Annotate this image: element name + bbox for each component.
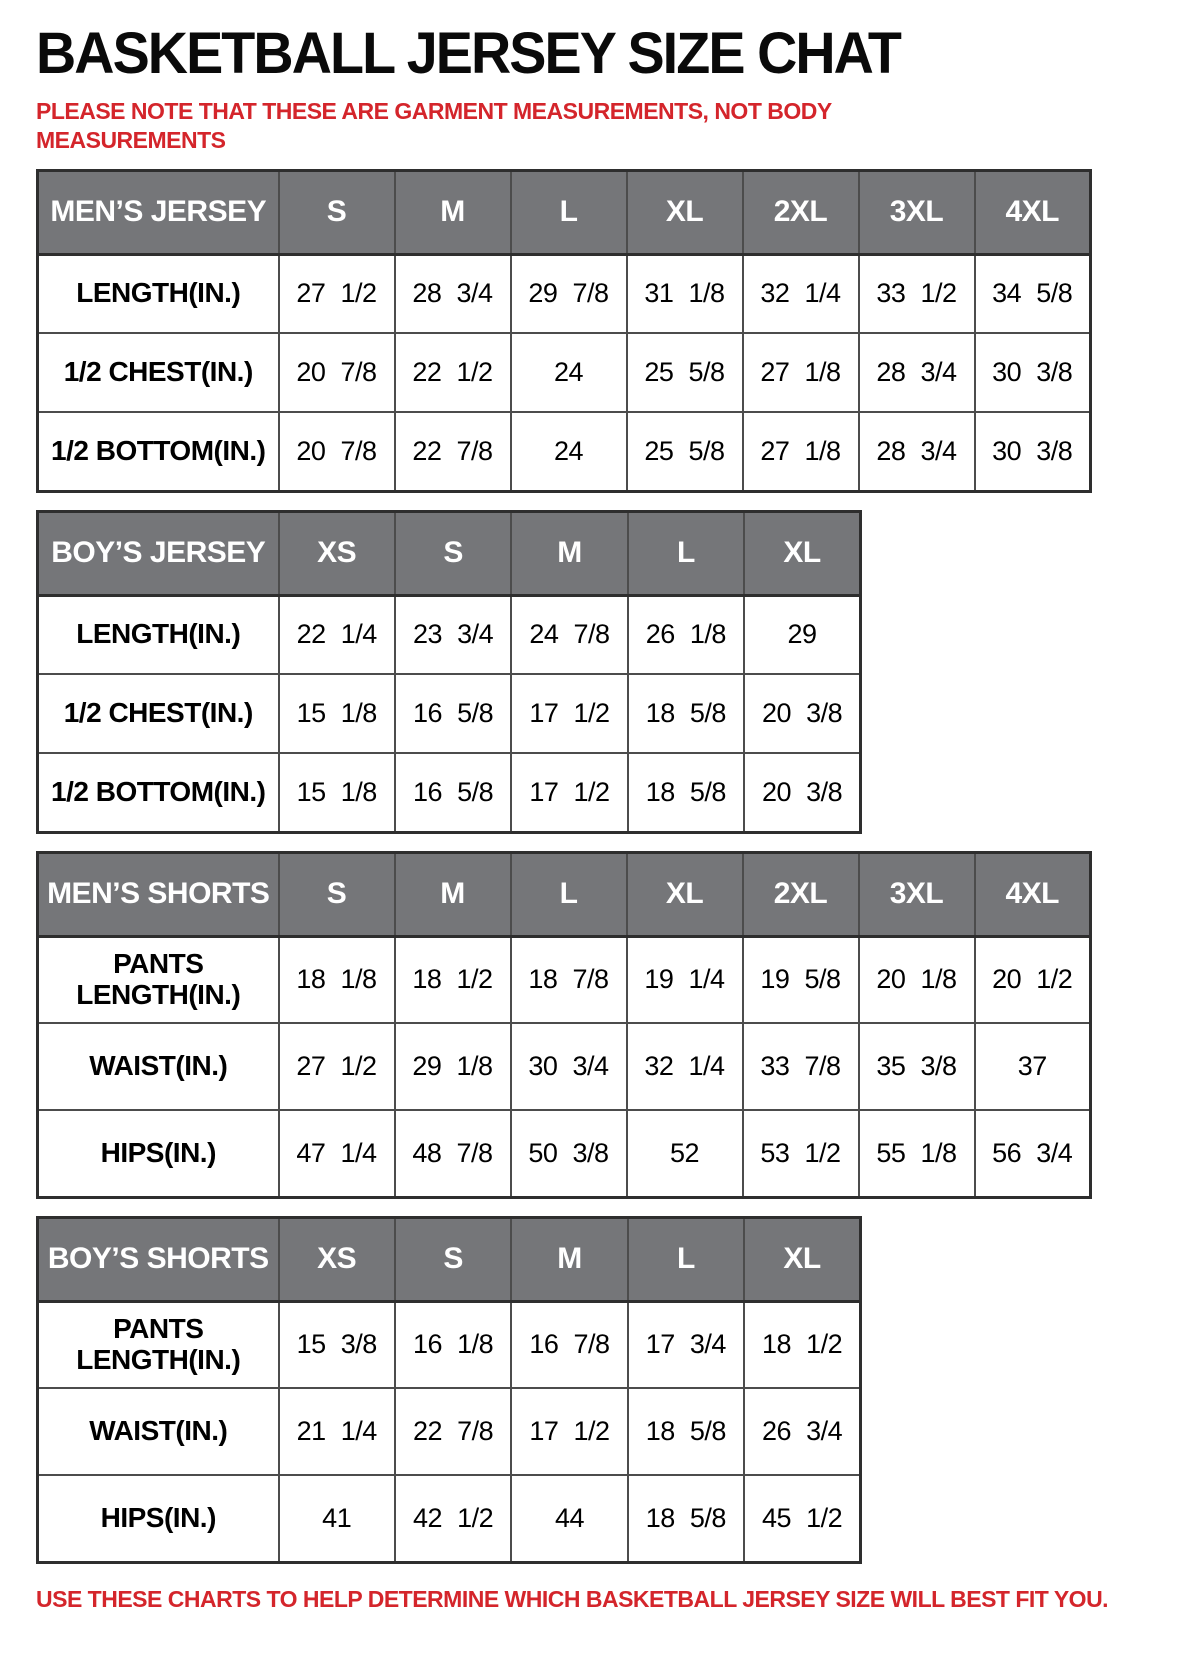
size-value-cell: 22 7/8 — [395, 412, 511, 491]
size-value-cell: 25 5/8 — [627, 412, 743, 491]
size-value-cell: 47 1/4 — [279, 1110, 395, 1197]
size-value-cell: 28 3/4 — [859, 333, 975, 412]
size-value-cell: 16 7/8 — [511, 1301, 627, 1388]
size-value-cell: 32 1/4 — [743, 254, 859, 333]
boys-shorts-table — [36, 1216, 862, 1564]
size-value-cell: 20 3/8 — [744, 674, 860, 753]
row-label: LENGTH(IN.) — [38, 595, 279, 674]
row-label: LENGTH(IN.) — [38, 254, 279, 333]
size-header-cell: S — [395, 511, 511, 595]
measurement-row — [38, 1110, 1091, 1197]
size-value-cell: 20 7/8 — [279, 333, 395, 412]
measurement-row — [38, 1301, 861, 1388]
size-value-cell: 35 3/8 — [859, 1023, 975, 1110]
size-value-cell: 32 1/4 — [627, 1023, 743, 1110]
row-label: PANTS LENGTH(IN.) — [38, 936, 279, 1023]
size-value-cell: 19 1/4 — [627, 936, 743, 1023]
size-value-cell: 55 1/8 — [859, 1110, 975, 1197]
size-value-cell: 56 3/4 — [975, 1110, 1091, 1197]
measurement-row — [38, 333, 1091, 412]
fit-advice-note: USE THESE CHARTS TO HELP DETERMINE WHICH BASKETBALL JERSEY SIZE WILL BEST FIT YOU. — [36, 1585, 1109, 1612]
size-value-cell: 29 — [744, 595, 860, 674]
garment-measurement-note: PLEASE NOTE THAT THESE ARE GARMENT MEASUREMENTS, NOT BODY MEASUREMENTS — [36, 98, 832, 153]
measurement-row — [38, 674, 861, 753]
size-value-cell: 34 5/8 — [975, 254, 1091, 333]
boys-jersey-table — [36, 510, 862, 834]
row-label: HIPS(IN.) — [38, 1475, 279, 1562]
size-header-cell: XL — [627, 170, 743, 254]
size-value-cell: 37 — [975, 1023, 1091, 1110]
size-value-cell: 27 1/8 — [743, 333, 859, 412]
size-value-cell: 26 1/8 — [628, 595, 744, 674]
size-value-cell: 18 5/8 — [628, 1475, 744, 1562]
size-header-cell: M — [511, 1217, 627, 1301]
size-value-cell: 48 7/8 — [395, 1110, 511, 1197]
size-value-cell: 42 1/2 — [395, 1475, 511, 1562]
size-value-cell: 30 3/8 — [975, 333, 1091, 412]
size-header-cell: 3XL — [859, 170, 975, 254]
row-label: WAIST(IN.) — [38, 1388, 279, 1475]
table-title-cell: MEN’S JERSEY — [38, 170, 279, 254]
size-value-cell: 29 1/8 — [395, 1023, 511, 1110]
size-header-cell: S — [279, 170, 395, 254]
measurement-row — [38, 1388, 861, 1475]
size-value-cell: 17 1/2 — [511, 753, 627, 832]
size-value-cell: 22 7/8 — [395, 1388, 511, 1475]
table-title-cell: BOY’S JERSEY — [38, 511, 279, 595]
size-value-cell: 21 1/4 — [279, 1388, 395, 1475]
size-value-cell: 27 1/2 — [279, 254, 395, 333]
size-header-row — [38, 511, 861, 595]
size-value-cell: 16 1/8 — [395, 1301, 511, 1388]
mens-jersey-table — [36, 169, 1092, 493]
measurement-row — [38, 254, 1091, 333]
size-header-cell: XS — [279, 1217, 395, 1301]
size-value-cell: 17 1/2 — [511, 674, 627, 753]
size-value-cell: 16 5/8 — [395, 753, 511, 832]
size-value-cell: 18 5/8 — [628, 1388, 744, 1475]
size-value-cell: 44 — [511, 1475, 627, 1562]
size-value-cell: 18 1/8 — [279, 936, 395, 1023]
size-value-cell: 28 3/4 — [859, 412, 975, 491]
size-value-cell: 15 3/8 — [279, 1301, 395, 1388]
size-value-cell: 20 3/8 — [744, 753, 860, 832]
size-value-cell: 16 5/8 — [395, 674, 511, 753]
size-header-cell: 2XL — [743, 170, 859, 254]
size-value-cell: 24 — [511, 333, 627, 412]
size-value-cell: 18 1/2 — [395, 936, 511, 1023]
size-value-cell: 28 3/4 — [395, 254, 511, 333]
row-label: WAIST(IN.) — [38, 1023, 279, 1110]
size-header-cell: XL — [627, 852, 743, 936]
size-value-cell: 20 7/8 — [279, 412, 395, 491]
size-value-cell: 27 1/8 — [743, 412, 859, 491]
row-label: 1/2 BOTTOM(IN.) — [38, 753, 279, 832]
measurement-row — [38, 1023, 1091, 1110]
size-header-cell: L — [511, 852, 627, 936]
size-value-cell: 30 3/4 — [511, 1023, 627, 1110]
size-value-cell: 20 1/8 — [859, 936, 975, 1023]
size-header-cell: 3XL — [859, 852, 975, 936]
table-title-cell: MEN’S SHORTS — [38, 852, 279, 936]
size-value-cell: 45 1/2 — [744, 1475, 860, 1562]
size-value-cell: 26 3/4 — [744, 1388, 860, 1475]
size-value-cell: 17 3/4 — [628, 1301, 744, 1388]
row-label: PANTS LENGTH(IN.) — [38, 1301, 279, 1388]
size-header-cell: XS — [279, 511, 395, 595]
mens-shorts-table — [36, 851, 1092, 1199]
row-label: 1/2 BOTTOM(IN.) — [38, 412, 279, 491]
measurement-row — [38, 1475, 861, 1562]
row-label: HIPS(IN.) — [38, 1110, 279, 1197]
size-value-cell: 25 5/8 — [627, 333, 743, 412]
size-value-cell: 18 5/8 — [628, 753, 744, 832]
row-label: 1/2 CHEST(IN.) — [38, 333, 279, 412]
measurement-row — [38, 412, 1091, 491]
size-value-cell: 52 — [627, 1110, 743, 1197]
size-value-cell: 29 7/8 — [511, 254, 627, 333]
size-value-cell: 19 5/8 — [743, 936, 859, 1023]
measurement-row — [38, 936, 1091, 1023]
size-value-cell: 53 1/2 — [743, 1110, 859, 1197]
size-header-cell: S — [279, 852, 395, 936]
size-header-cell: 2XL — [743, 852, 859, 936]
size-header-cell: S — [395, 1217, 511, 1301]
size-header-cell: L — [628, 511, 744, 595]
size-value-cell: 24 7/8 — [511, 595, 627, 674]
measurement-row — [38, 753, 861, 832]
size-header-cell: M — [511, 511, 627, 595]
size-header-cell: L — [511, 170, 627, 254]
size-header-row — [38, 170, 1091, 254]
size-header-row — [38, 1217, 861, 1301]
size-value-cell: 22 1/4 — [279, 595, 395, 674]
size-header-cell: XL — [744, 1217, 860, 1301]
size-header-cell: L — [628, 1217, 744, 1301]
row-label: 1/2 CHEST(IN.) — [38, 674, 279, 753]
size-value-cell: 18 1/2 — [744, 1301, 860, 1388]
size-value-cell: 33 1/2 — [859, 254, 975, 333]
size-value-cell: 15 1/8 — [279, 674, 395, 753]
page-title: BASKETBALL JERSEY SIZE CHAT — [36, 21, 900, 86]
size-value-cell: 31 1/8 — [627, 254, 743, 333]
size-value-cell: 33 7/8 — [743, 1023, 859, 1110]
size-value-cell: 15 1/8 — [279, 753, 395, 832]
size-header-row — [38, 852, 1091, 936]
size-header-cell: 4XL — [975, 170, 1091, 254]
size-value-cell: 18 7/8 — [511, 936, 627, 1023]
size-value-cell: 30 3/8 — [975, 412, 1091, 491]
size-header-cell: XL — [744, 511, 860, 595]
size-value-cell: 41 — [279, 1475, 395, 1562]
size-value-cell: 20 1/2 — [975, 936, 1091, 1023]
size-value-cell: 18 5/8 — [628, 674, 744, 753]
size-value-cell: 17 1/2 — [511, 1388, 627, 1475]
size-value-cell: 50 3/8 — [511, 1110, 627, 1197]
size-value-cell: 24 — [511, 412, 627, 491]
size-header-cell: 4XL — [975, 852, 1091, 936]
size-value-cell: 27 1/2 — [279, 1023, 395, 1110]
table-title-cell: BOY’S SHORTS — [38, 1217, 279, 1301]
size-value-cell: 23 3/4 — [395, 595, 511, 674]
size-header-cell: M — [395, 170, 511, 254]
size-header-cell: M — [395, 852, 511, 936]
measurement-row — [38, 595, 861, 674]
size-value-cell: 22 1/2 — [395, 333, 511, 412]
